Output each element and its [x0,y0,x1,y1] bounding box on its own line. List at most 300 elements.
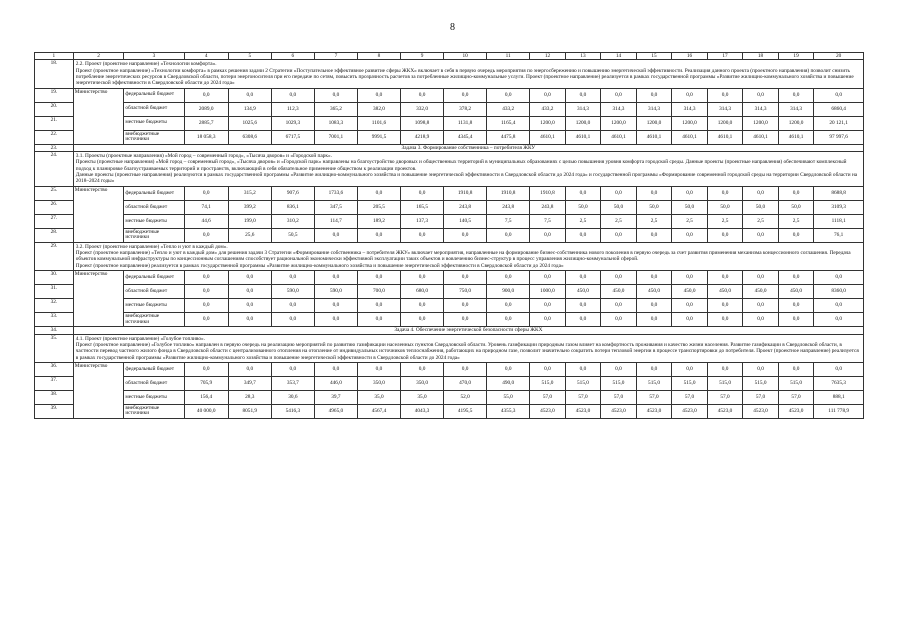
funding-value: 0,0 [707,271,743,285]
funding-value: 199,0 [228,214,271,228]
funding-value: 0,0 [530,271,566,285]
funding-value: 2885,7 [184,116,228,130]
funding-value: 590,0 [314,285,357,299]
funding-value: 0,0 [636,88,672,102]
funding-value: 1025,6 [228,116,271,130]
funding-value: 7,5 [487,214,530,228]
funding-value: 0,0 [601,228,637,242]
funding-source: федеральный бюджет [124,186,184,200]
funding-value: 57,0 [778,390,814,404]
project-description [73,60,863,88]
funding-value: 0,0 [778,362,814,376]
funding-value: 111 778,9 [814,404,864,418]
funding-value: 0,0 [814,299,864,313]
funding-value: 0,0 [271,299,314,313]
task-header-row [35,327,864,334]
funding-value: 0,0 [401,299,444,313]
row-number: 31. [35,285,74,299]
row-number: 35. [35,334,74,362]
funding-row [35,228,864,242]
funding-source: внебюджетные источники [124,130,184,144]
column-number: 6 [271,53,314,60]
funding-value: 57,0 [707,390,743,404]
funding-value: 205,5 [357,200,400,214]
page-number: 8 [450,22,455,33]
row-number: 26. [35,200,74,214]
funding-value: 57,0 [601,390,637,404]
funding-value: 0,0 [778,313,814,327]
funding-value: 0,0 [530,228,566,242]
funding-value: 0,0 [636,362,672,376]
row-number: 36. [35,362,74,376]
funding-value: 490,0 [487,376,530,390]
funding-value: 446,0 [314,376,357,390]
funding-source: федеральный бюджет [124,362,184,376]
funding-value: 0,0 [314,313,357,327]
row-number: 30. [35,271,74,285]
funding-value: 4195,5 [444,404,487,418]
funding-value: 0,0 [743,186,779,200]
funding-value: 0,0 [444,271,487,285]
funding-source: федеральный бюджет [124,271,184,285]
column-number: 17 [707,53,743,60]
funding-value: 0,0 [814,88,864,102]
funding-value: 243,8 [444,200,487,214]
funding-source: областной бюджет [124,285,184,299]
funding-value: 39,7 [314,390,357,404]
funding-value: 349,7 [228,376,271,390]
funding-value: 57,0 [672,390,708,404]
funding-value: 350,0 [401,376,444,390]
funding-value: 0,0 [565,228,601,242]
funding-row [35,376,864,390]
column-number-row [35,53,864,60]
funding-row [35,130,864,144]
funding-value: 515,0 [565,376,601,390]
funding-value: 0,0 [184,299,228,313]
funding-value: 680,0 [401,285,444,299]
funding-value: 0,0 [778,299,814,313]
funding-row [35,186,864,200]
funding-value: 0,0 [184,228,228,242]
column-number: 16 [672,53,708,60]
funding-value: 0,0 [743,88,779,102]
funding-value: 2,5 [707,214,743,228]
funding-value: 0,0 [814,271,864,285]
funding-value: 114,7 [314,214,357,228]
funding-value: 314,3 [672,102,708,116]
funding-value: 30,6 [271,390,314,404]
funding-value: 0,0 [565,313,601,327]
funding-value: 515,0 [743,376,779,390]
funding-value: 433,2 [530,102,566,116]
funding-value: 347,5 [314,200,357,214]
funding-value: 40 000,0 [184,404,228,418]
funding-value: 365,2 [314,102,357,116]
funding-value: 9991,5 [357,130,400,144]
funding-value: 0,0 [672,362,708,376]
funding-value: 450,0 [707,285,743,299]
funding-value: 50,0 [601,200,637,214]
funding-value: 314,3 [707,102,743,116]
column-number: 9 [401,53,444,60]
funding-value: 0,0 [636,186,672,200]
description-paragraph: Проект (проектное направление) «Голубое топливо» направлен в первую очередь на реализацию мероприятий по развитию газификации населенных пунктов Свердловской области. Уровень газификации природным газом влияет на комфортность проживания и качество жизни населения. Развитие газификации в Свердловской области, в частности перевод частного жилого фонда в Свердловской области с централизованного отопления на отопление от индивидуальных источников теплоснабжения, работающих на природном газе, позволит значительно сократить потери тепловой энергии в процессе транспортировки до потребителя. Проект (проектное направление) реализуется в рамках государственной программы «Развитие жилищно-коммунального хозяйства и повышение энергетической эффективности в Свердловской области до 2024 года» [75,341,859,361]
funding-value: 0,0 [357,228,400,242]
funding-value: 156,4 [184,390,228,404]
funding-value: 52,0 [444,390,487,404]
funding-value: 332,0 [401,102,444,116]
description-paragraph: Данные проекты (проектные направления) реализуются в рамках государственной программы «Развитие жилищно-коммунального хозяйства и повышение энергетической эффективности в Свердловской области до 2024 года» и государственной программы «Формирование современной городской среды на территории Свердловской области на 2018–2024 годы» [75,172,858,185]
funding-value: 0,0 [601,299,637,313]
column-number: 14 [601,53,637,60]
project-description-row [35,334,864,362]
funding-value: 6717,5 [271,130,314,144]
funding-row [35,102,864,116]
funding-value: 0,0 [743,362,779,376]
funding-row [35,390,864,404]
task-header-row [35,144,864,151]
funding-value: 0,0 [487,228,530,242]
funding-value: 4965,0 [314,404,357,418]
funding-value: 0,0 [357,313,400,327]
funding-value: 4523,0 [636,404,672,418]
funding-value: 76,1 [814,228,864,242]
funding-value: 0,0 [601,313,637,327]
funding-value: 35,0 [357,390,400,404]
funding-value: 515,0 [636,376,672,390]
funding-value: 0,0 [314,88,357,102]
funding-value: 4610,1 [636,130,672,144]
funding-value: 74,1 [184,200,228,214]
funding-value: 1200,0 [672,116,708,130]
funding-value: 112,3 [271,102,314,116]
description-paragraph: 4.1. Проект (проектное направление) «Голубое топливо». [75,335,205,342]
funding-value: 4610,1 [601,130,637,144]
funding-value: 0,0 [672,313,708,327]
funding-value: 4345,4 [444,130,487,144]
funding-value: 0,0 [228,299,271,313]
responsible-ministry: Министерство [73,186,124,242]
funding-value: 2,5 [601,214,637,228]
row-number: 27. [35,214,74,228]
funding-value: 0,0 [778,186,814,200]
column-number: 12 [530,53,566,60]
funding-value: 1200,0 [636,116,672,130]
funding-value: 314,3 [636,102,672,116]
funding-value: 0,0 [672,88,708,102]
funding-value: 1029,3 [271,116,314,130]
project-description [73,334,863,362]
funding-value: 57,0 [530,390,566,404]
funding-value: 0,0 [357,299,400,313]
funding-value: 350,0 [357,376,400,390]
funding-value: 0,0 [636,271,672,285]
funding-value: 7635,3 [814,376,864,390]
funding-value: 4610,1 [707,130,743,144]
funding-value: 50,0 [636,200,672,214]
funding-value: 8051,9 [228,404,271,418]
funding-value: 4218,9 [401,130,444,144]
funding-value: 0,0 [401,271,444,285]
funding-value: 0,0 [357,362,400,376]
column-number: 15 [636,53,672,60]
funding-row [35,404,864,418]
funding-value: 0,0 [672,299,708,313]
funding-value: 0,0 [357,88,400,102]
description-paragraph: Проект (проектное направление) «Тепло и уют в каждый дом» для решения задачи 3 Стратегии «Формирование собственника – потребителя ЖКУ» включает мероприятия, направленные на формирование бизнес-собственника нового поколения в первую очередь за счет развития применения механизма концессионного соглашения. Передача объектов коммунальной инфраструктуры по концессионным соглашениям способствует рациональной экономически эффективной эксплуатации таких объектов и вовлечению бизнес-структур в процесс управления жилищно-коммунальной сферой. [75,250,851,263]
column-number: 8 [357,53,400,60]
funding-value: 50,5 [271,228,314,242]
funding-value: 450,0 [636,285,672,299]
column-number: 7 [314,53,357,60]
column-number: 18 [743,53,779,60]
funding-source: федеральный бюджет [124,88,184,102]
funding-value: 0,0 [314,299,357,313]
funding-value: 0,0 [487,299,530,313]
funding-value: 0,0 [565,88,601,102]
funding-value: 57,0 [743,390,779,404]
funding-value: 25,6 [228,228,271,242]
funding-row [35,313,864,327]
funding-value: 0,0 [487,313,530,327]
funding-value: 97 997,6 [814,130,864,144]
funding-value: 50,0 [778,200,814,214]
funding-value: 4523,0 [707,404,743,418]
funding-value: 750,0 [444,285,487,299]
funding-value: 0,0 [184,88,228,102]
funding-value: 0,0 [444,299,487,313]
funding-value: 4523,0 [530,404,566,418]
funding-value: 0,0 [707,362,743,376]
row-number: 33. [35,313,74,327]
funding-value: 7,5 [530,214,566,228]
funding-value: 4523,0 [778,404,814,418]
funding-source: местные бюджеты [124,299,184,313]
funding-value: 0,0 [444,88,487,102]
funding-value: 378,2 [444,102,487,116]
funding-value: 0,0 [271,271,314,285]
funding-value: 0,0 [707,88,743,102]
funding-value: 0,0 [636,299,672,313]
funding-value: 0,0 [636,228,672,242]
funding-value: 450,0 [743,285,779,299]
funding-value: 1000,0 [530,285,566,299]
funding-value: 50,0 [672,200,708,214]
funding-value: 315,2 [228,186,271,200]
funding-value: 140,5 [444,214,487,228]
funding-row [35,214,864,228]
funding-value: 4355,3 [487,404,530,418]
funding-value: 0,0 [672,271,708,285]
funding-value: 888,1 [814,390,864,404]
project-description [73,242,863,270]
funding-value: 4043,3 [401,404,444,418]
funding-value: 310,2 [271,214,314,228]
funding-value: 0,0 [565,362,601,376]
funding-value: 900,0 [487,285,530,299]
funding-value: 0,0 [530,88,566,102]
funding-value: 18 058,3 [184,130,228,144]
funding-value: 1165,4 [487,116,530,130]
funding-value: 35,0 [401,390,444,404]
funding-value: 0,0 [357,271,400,285]
funding-value: 0,0 [565,186,601,200]
row-number: 39. [35,404,74,418]
funding-value: 450,0 [565,285,601,299]
project-description [73,152,863,187]
funding-value: 0,0 [487,88,530,102]
description-paragraph: Проекты (проектные направления) «Мой город – современный город», «Тысяча дворов» и «Городской парк» направлены на благоустройство дворовых и общественных территорий в муниципальных образованиях с целью повышения уровня комфорта городской среды. Данные проекты (проектные направления) обеспечивают комплексный подход к планировке благоустраиваемых территорий и пространств, включающий в себя обязательное применение обществом к реализации проектов. [75,159,847,172]
column-number: 1 [35,53,74,60]
funding-value: 0,0 [228,271,271,285]
funding-value: 0,0 [601,362,637,376]
funding-row [35,88,864,102]
funding-value: 1200,0 [778,116,814,130]
funding-value: 20 121,1 [814,116,864,130]
responsible-ministry: Министерство [73,88,124,144]
funding-value: 0,0 [184,313,228,327]
row-number: 19. [35,88,74,102]
funding-value: 0,0 [401,186,444,200]
funding-value: 0,0 [184,186,228,200]
funding-value: 0,0 [707,228,743,242]
row-number: 25. [35,186,74,200]
row-number: 29. [35,242,74,270]
funding-value: 836,1 [271,200,314,214]
funding-value: 1910,8 [444,186,487,200]
funding-value: 470,0 [444,376,487,390]
column-number: 13 [565,53,601,60]
funding-value: 0,0 [814,313,864,327]
funding-value: 399,2 [228,200,271,214]
funding-value: 2,5 [636,214,672,228]
funding-value: 0,0 [487,362,530,376]
funding-value: 57,0 [636,390,672,404]
funding-value: 189,2 [357,214,400,228]
funding-value: 450,0 [601,285,637,299]
funding-value: 1098,8 [401,116,444,130]
description-paragraph: 3.2. Проект (проектное направление) «Тепло и уют в каждый дом». [75,243,228,250]
funding-value: 0,0 [444,313,487,327]
funding-value: 515,0 [601,376,637,390]
row-number: 18. [35,60,74,88]
funding-value: 2,5 [778,214,814,228]
funding-value: 2,5 [565,214,601,228]
funding-value: 4523,0 [743,404,779,418]
task-title: Задача 4. Обеспечение энергетической безопасности сферы ЖКХ [73,327,863,334]
funding-value: 0,0 [184,362,228,376]
funding-value: 0,0 [444,362,487,376]
responsible-ministry: Министерство [73,271,124,327]
funding-value: 44,6 [184,214,228,228]
funding-value: 1200,0 [530,116,566,130]
funding-value: 2,5 [743,214,779,228]
funding-value: 0,0 [778,271,814,285]
funding-value: 4610,1 [672,130,708,144]
funding-value: 4523,0 [601,404,637,418]
funding-value: 433,2 [487,102,530,116]
funding-source: местные бюджеты [124,116,184,130]
funding-value: 0,0 [271,88,314,102]
funding-value: 515,0 [707,376,743,390]
column-number: 10 [444,53,487,60]
funding-value: 314,3 [743,102,779,116]
funding-value: 0,0 [184,285,228,299]
funding-value: 314,3 [601,102,637,116]
funding-value: 50,0 [707,200,743,214]
funding-value: 0,0 [778,228,814,242]
funding-row [35,200,864,214]
funding-value: 4475,8 [487,130,530,144]
responsible-ministry: Министерство [73,362,124,418]
column-number: 11 [487,53,530,60]
funding-value: 0,0 [357,186,400,200]
funding-source: местные бюджеты [124,390,184,404]
row-number: 21. [35,116,74,130]
funding-source: внебюджетные источники [124,228,184,242]
funding-source: местные бюджеты [124,214,184,228]
row-number: 22. [35,130,74,144]
funding-value: 0,0 [743,228,779,242]
table-body [35,53,864,419]
funding-value: 1200,0 [707,116,743,130]
funding-value: 1910,8 [487,186,530,200]
funding-value: 55,0 [487,390,530,404]
task-title: Задача 3. Формирование собственника – потребителя ЖКУ [73,144,863,151]
funding-value: 0,0 [707,186,743,200]
funding-value: 4610,1 [743,130,779,144]
funding-value: 2,5 [672,214,708,228]
funding-value: 314,3 [778,102,814,116]
funding-value: 0,0 [401,362,444,376]
project-description-row [35,152,864,187]
funding-value: 4523,0 [565,404,601,418]
funding-value: 243,8 [487,200,530,214]
funding-value: 0,0 [601,271,637,285]
funding-value: 515,0 [778,376,814,390]
funding-value: 3109,3 [814,200,864,214]
funding-value: 0,0 [530,313,566,327]
funding-value: 1910,8 [530,186,566,200]
funding-value: 0,0 [314,271,357,285]
funding-value: 0,0 [401,88,444,102]
funding-value: 450,0 [672,285,708,299]
funding-value: 382,0 [357,102,400,116]
funding-value: 0,0 [444,228,487,242]
row-number: 24. [35,152,74,187]
row-number: 34. [35,327,74,334]
column-number: 20 [814,53,864,60]
row-number: 23. [35,144,74,151]
funding-value: 134,9 [228,102,271,116]
funding-value: 0,0 [228,285,271,299]
funding-value: 0,0 [672,228,708,242]
column-number: 19 [778,53,814,60]
funding-value: 0,0 [601,88,637,102]
funding-value: 515,0 [672,376,708,390]
funding-value: 165,5 [401,200,444,214]
funding-value: 1118,1 [814,214,864,228]
funding-value: 50,0 [743,200,779,214]
funding-value: 5416,3 [271,404,314,418]
funding-value: 0,0 [530,362,566,376]
funding-value: 314,3 [565,102,601,116]
column-number: 4 [184,53,228,60]
funding-value: 907,6 [271,186,314,200]
funding-row [35,116,864,130]
description-paragraph: 2.2. Проект (проектное направление) «Технологии комфорта». [75,61,217,68]
